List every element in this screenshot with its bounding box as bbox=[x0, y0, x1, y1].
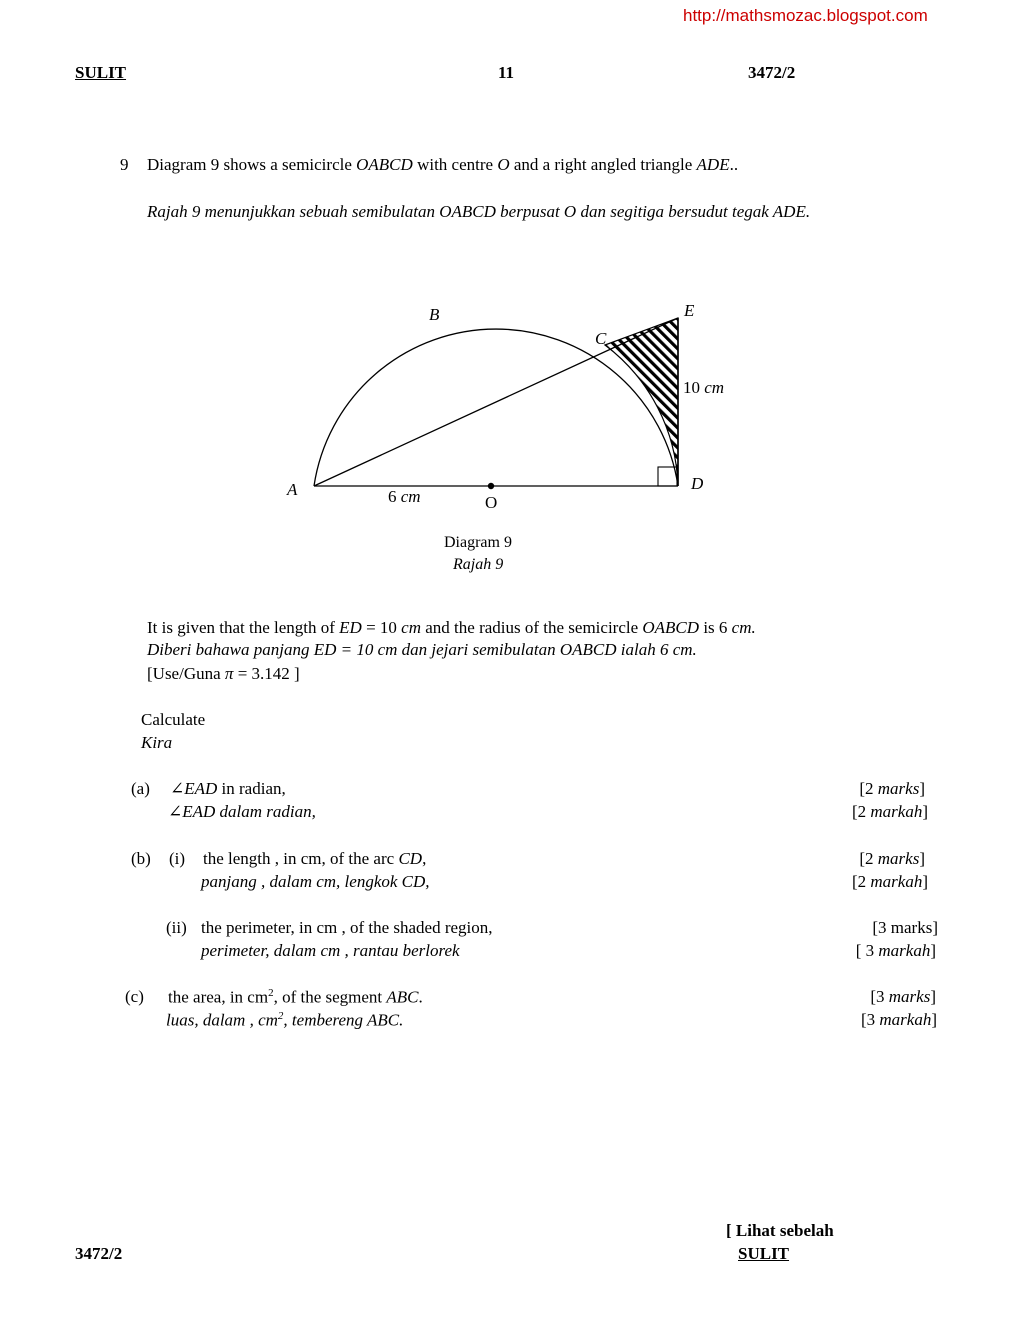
instruction-en: Calculate bbox=[141, 710, 206, 729]
shaded-region bbox=[605, 318, 678, 486]
right-angle-marker bbox=[658, 467, 677, 486]
part-b-ii-marks-en: [3 marks] bbox=[872, 918, 938, 937]
header-paper-code: 3472/2 bbox=[748, 63, 796, 82]
question-number: 9 bbox=[120, 155, 129, 174]
label-d: D bbox=[691, 474, 704, 493]
part-c-marks-en: [3 marks] bbox=[870, 987, 936, 1006]
diagram-caption-ms: Rajah 9 bbox=[453, 556, 504, 573]
given-en: It is given that the length of ED = 10 cm and the radius of the semicircle OABCD is 6 cm. bbox=[147, 618, 756, 637]
part-a-label: (a) bbox=[131, 779, 150, 798]
line-ae bbox=[314, 318, 678, 486]
part-b-i-label: (i) bbox=[169, 849, 186, 868]
part-c-ms: luas, dalam , $cm^2$, tembereng ABC. bbox=[166, 1010, 404, 1030]
part-b-ii-en: the perimeter, in cm , of the shaded region, bbox=[201, 918, 493, 937]
part-b-i-en: the length , in cm, of the arc CD, bbox=[203, 849, 427, 868]
footer-next-page: [ Lihat sebelah bbox=[726, 1221, 834, 1240]
part-b-ii-ms: perimeter, dalam cm , rantau berlorek bbox=[201, 941, 460, 960]
part-b-ii-marks-ms: [ 3 markah] bbox=[855, 941, 936, 960]
given-pi: [Use/Guna π = 3.142 ] bbox=[147, 664, 300, 683]
header-sulit: SULIT bbox=[75, 63, 127, 82]
blog-url-link[interactable]: http://mathsmozac.blogspot.com bbox=[683, 6, 928, 25]
given-ms: Diberi bahawa panjang ED = 10 cm dan jejari semibulatan OABCD ialah 6 cm. bbox=[147, 640, 697, 659]
label-b: B bbox=[429, 305, 440, 324]
part-b-label: (b) bbox=[131, 849, 151, 868]
part-a-ms: ∠EAD dalam radian, bbox=[168, 802, 316, 821]
part-b-i-ms: panjang , dalam cm, lengkok CD, bbox=[201, 872, 430, 891]
part-a-marks-ms: [2 markah] bbox=[851, 802, 928, 821]
part-b-ii-label: (ii) bbox=[166, 918, 187, 937]
part-a-en: ∠EAD in radian, bbox=[170, 779, 286, 798]
label-a: A bbox=[287, 480, 298, 499]
label-ao-length: 6 cm bbox=[388, 487, 421, 506]
label-o: O bbox=[485, 493, 498, 512]
footer-sulit: SULIT bbox=[738, 1244, 790, 1263]
part-c-label: (c) bbox=[125, 987, 144, 1006]
diagram-caption-en: Diagram 9 bbox=[444, 534, 512, 551]
label-ed-length: 10 cm bbox=[683, 378, 725, 397]
part-a-marks-en: [2 marks] bbox=[859, 779, 925, 798]
centre-point bbox=[488, 483, 494, 489]
page-number: 11 bbox=[498, 63, 515, 82]
part-c-marks-ms: [3 markah] bbox=[860, 1010, 937, 1029]
instruction-ms: Kira bbox=[141, 733, 173, 752]
part-b-i-marks-en: [2 marks] bbox=[859, 849, 925, 868]
part-b-i-marks-ms: [2 markah] bbox=[851, 872, 928, 891]
part-c-en: the area, in $cm^2$, of the segment ABC. bbox=[168, 987, 423, 1007]
question-intro-en: Diagram 9 shows a semicircle OABCD with centre O and a right angled triangle ADE.. bbox=[147, 155, 739, 174]
diagram-9 bbox=[0, 0, 1024, 600]
footer-paper-code: 3472/2 bbox=[75, 1244, 123, 1263]
label-e: E bbox=[684, 301, 695, 320]
label-c: C bbox=[595, 329, 607, 348]
question-intro-ms: Rajah 9 menunjukkan sebuah semibulatan OABCD berpusat O dan segitiga bersudut tegak ADE. bbox=[147, 202, 811, 221]
